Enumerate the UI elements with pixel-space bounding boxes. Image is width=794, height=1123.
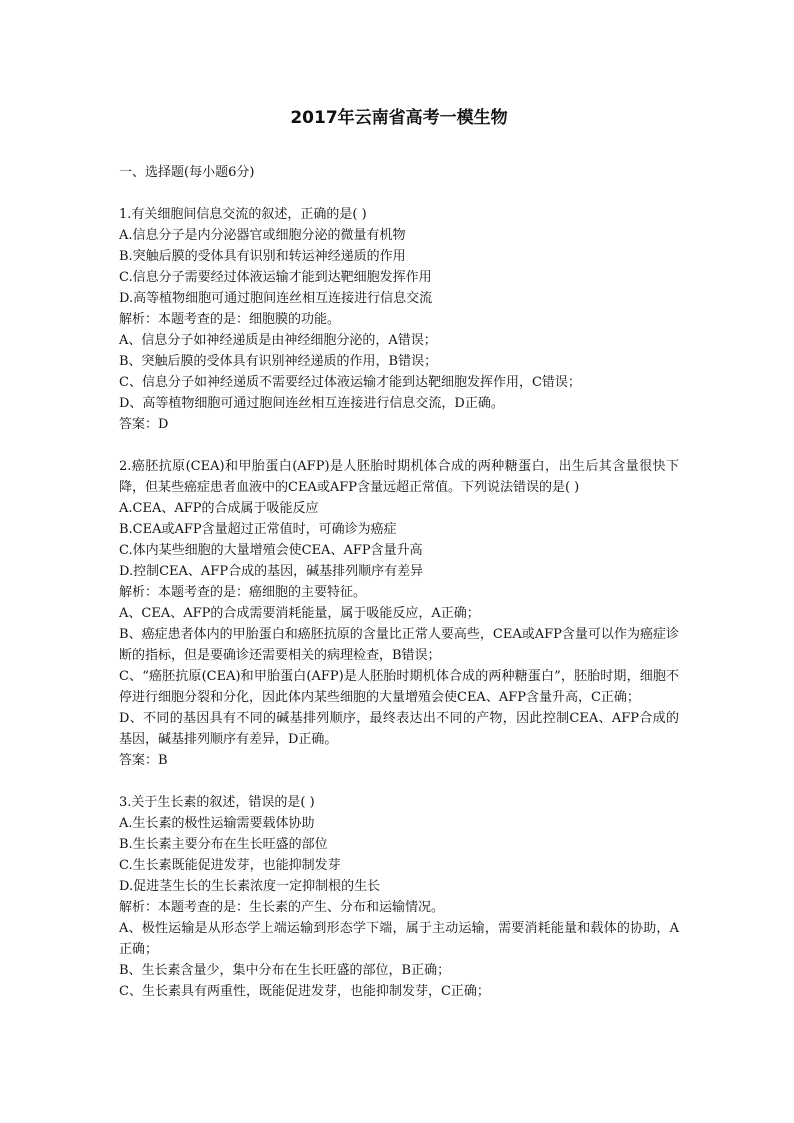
question-line: D.控制CEA、AFP合成的基因，碱基排列顺序有差异 — [119, 564, 424, 579]
question-line: 1.有关细胞间信息交流的叙述，正确的是( ) — [119, 207, 367, 222]
question-block — [119, 792, 679, 1002]
question-line: D.促进茎生长的生长素浓度一定抑制根的生长 — [119, 879, 381, 894]
section-title: 一、选择题(每小题6分) — [119, 165, 255, 180]
question-line: B、突触后膜的受体具有识别神经递质的作用，B错误； — [119, 354, 438, 369]
question-line: C、信息分子如神经递质不需要经过体液运输才能到达靶细胞发挥作用，C错误； — [119, 375, 581, 390]
question-line: A、信息分子如神经递质是由神经细胞分泌的，A错误； — [119, 333, 437, 348]
question-line: B.CEA或AFP含量超过正常值时，可确诊为癌症 — [119, 522, 397, 537]
question-line: B、生长素含量少，集中分布在生长旺盛的部位，B正确； — [119, 963, 451, 978]
question-line: D、不同的基因具有不同的碱基排列顺序，最终表达出不同的产物，因此控制CEA、AFP合成的基因，碱基排列顺序有差异，D正确。 — [119, 711, 679, 747]
question-line: 解析：本题考查的是：生长素的产生、分布和运输情况。 — [119, 900, 445, 915]
question-line: A.信息分子是内分泌器官或细胞分泌的微量有机物 — [119, 228, 406, 243]
question-line: A.CEA、AFP的合成属于吸能反应 — [119, 501, 319, 516]
question-line: A、极性运输是从形态学上端运输到形态学下端，属于主动运输，需要消耗能量和载体的协助，A正确； — [119, 921, 679, 957]
question-line: 解析：本题考查的是：癌细胞的主要特征。 — [119, 585, 367, 600]
question-line: B、癌症患者体内的甲胎蛋白和癌胚抗原的含量比正常人要高些，CEA或AFP含量可以作为癌症诊断的指标，但是要确诊还需要相关的病理检查，B错误； — [119, 627, 679, 663]
question-block — [119, 204, 679, 435]
question-line: A、CEA、AFP的合成需要消耗能量，属于吸能反应，A正确； — [119, 606, 480, 621]
document-page — [119, 98, 679, 1002]
question-line: D.高等植物细胞可通过胞间连丝相互连接进行信息交流 — [119, 291, 433, 306]
question-line: B.生长素主要分布在生长旺盛的部位 — [119, 837, 328, 852]
question-line: C.体内某些细胞的大量增殖会使CEA、AFP含量升高 — [119, 543, 423, 558]
question-line: 解析：本题考查的是：细胞膜的功能。 — [119, 312, 341, 327]
question-line: C.信息分子需要经过体液运输才能到达靶细胞发挥作用 — [119, 270, 432, 285]
question-line: C.生长素既能促进发芽，也能抑制发芽 — [119, 858, 341, 873]
question-line: C、“癌胚抗原(CEA)和甲胎蛋白(AFP)是人胚胎时期机体合成的两种糖蛋白”，胚胎时期，细胞不停进行细胞分裂和分化，因此体内某些细胞的大量增殖会使CEA、AFP含量升高，C正确； — [119, 669, 679, 705]
question-line: A.生长素的极性运输需要载体协助 — [119, 816, 315, 831]
question-list — [119, 204, 679, 1002]
question-block — [119, 456, 679, 771]
question-line: 答案：B — [119, 753, 168, 768]
question-line: D、高等植物细胞可通过胞间连丝相互连接进行信息交流，D正确。 — [119, 396, 504, 411]
document-title: 2017年云南省高考一模生物 — [290, 108, 508, 128]
question-line: B.突触后膜的受体具有识别和转运神经递质的作用 — [119, 249, 406, 264]
question-line: 3.关于生长素的叙述，错误的是( ) — [119, 795, 315, 810]
question-line: 答案：D — [119, 417, 169, 432]
question-line: C、生长素具有两重性，既能促进发芽，也能抑制发芽，C正确； — [119, 984, 490, 999]
question-line: 2.癌胚抗原(CEA)和甲胎蛋白(AFP)是人胚胎时期机体合成的两种糖蛋白，出生后其含量很快下降，但某些癌症患者血液中的CEA或AFP含量远超正常值。下列说法错误的是( ) — [119, 459, 679, 495]
